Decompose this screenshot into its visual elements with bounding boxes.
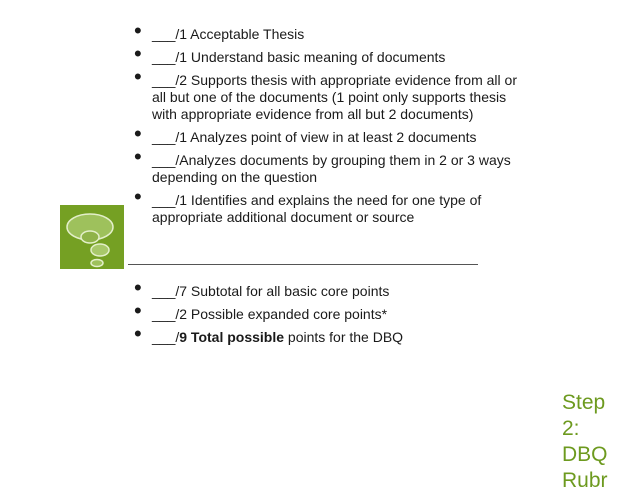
subtotal-item-text: ___/2 Possible expanded core points* [152, 306, 388, 322]
total-suffix: points for the DBQ [284, 329, 404, 345]
list-item [128, 41, 528, 66]
subtotal-list [128, 275, 528, 352]
total-prefix: ___/ [152, 329, 180, 345]
rubric-item-text: ___/1 Analyzes point of view in at least 2 documents [152, 129, 477, 145]
bullet-icon: • [134, 64, 142, 89]
rubric-item-text: ___/2 Supports thesis with appropriate evidence from all or all but one of the documents (1 point only supports thesis with appropriate evidence from all but 2 documents) [152, 72, 517, 122]
rubric-list [128, 18, 528, 232]
list-item [128, 18, 528, 43]
list-item [128, 64, 528, 123]
bullet-icon: • [134, 121, 142, 146]
logo-speech-bubbles-icon [60, 205, 124, 269]
list-item [128, 144, 528, 186]
bullet-icon: • [134, 184, 142, 209]
rubric-item-text: ___/1 Acceptable Thesis [152, 26, 305, 42]
bullet-icon: • [134, 298, 142, 323]
bullet-icon: • [134, 144, 142, 169]
rubric-item-text: ___/1 Identifies and explains the need for one type of appropriate additional document or source [152, 192, 482, 225]
list-item [128, 275, 528, 300]
list-item-total [128, 321, 528, 346]
bullet-icon: • [134, 18, 142, 43]
section-divider [128, 264, 478, 265]
list-item [128, 184, 528, 226]
bullet-icon: • [134, 41, 142, 66]
bullet-icon: • [134, 275, 142, 300]
bullet-icon: • [134, 321, 142, 346]
rubric-item-text: ___/1 Understand basic meaning of documents [152, 49, 446, 65]
speech-bubbles-icon [60, 205, 124, 269]
slide-title: Step 2: DBQ Rubr [562, 391, 608, 492]
rubric-item-text: ___/Analyzes documents by grouping them in 2 or 3 ways depending on the question [152, 152, 511, 185]
list-item [128, 121, 528, 146]
total-bold-text: 9 Total possible [179, 329, 285, 345]
subtotal-item-text: ___/7 Subtotal for all basic core points [152, 283, 390, 299]
list-item [128, 298, 528, 323]
